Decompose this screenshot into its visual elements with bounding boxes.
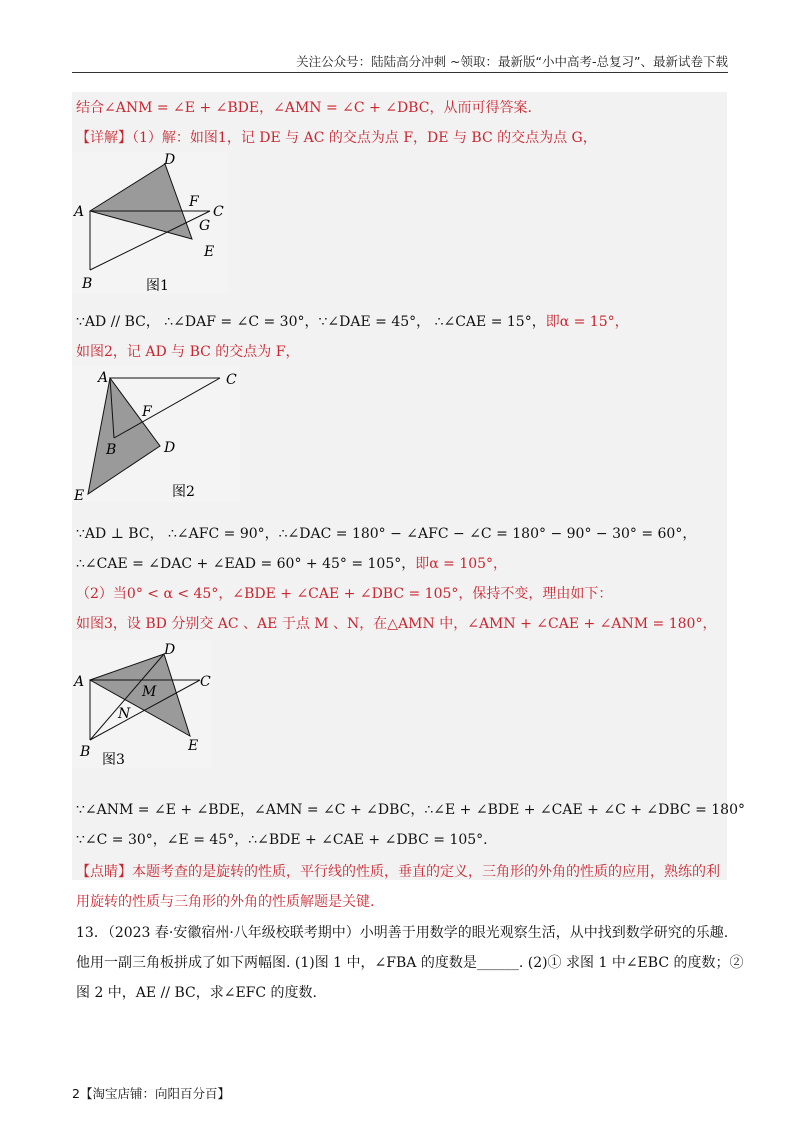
fig3-label-n: N [118, 706, 131, 722]
solution-line-7: （2）当0° < α < 45°，∠BDE + ∠CAE + ∠DBC = 105°，保持不变，理由如下： [76, 586, 613, 602]
fig3-label-e: E [188, 738, 199, 754]
fig2-label-f: F [142, 404, 152, 420]
question13-line-2: 他用一副三角板拼成了如下两幅图. (1)图 1 中，∠FBA 的度数是______. (2)① 求图 1 中∠EBC 的度数；② [76, 955, 744, 971]
fig2-label-b: B [106, 442, 117, 458]
solution-line-8: 如图3，设 BD 分别交 AC 、AE 于点 M 、N，在△AMN 中，∠AMN + ∠CAE + ∠ANM = 180°， [76, 616, 717, 632]
comment-tag: 【点睛】 [76, 864, 132, 880]
solution-line-3 [76, 312, 629, 332]
detail-tag: 【详解】 [76, 130, 132, 146]
line3-result: 即α = 15°， [545, 314, 629, 330]
fig2-label-c: C [226, 372, 237, 388]
line3-main: ∵AD // BC， ∴∠DAF = ∠C = 30°，∵∠DAE = 45°， ∴∠CAE = 15°， [76, 314, 546, 330]
fig1-label-e: E [204, 244, 215, 260]
question13-line-3: 图 2 中，AE // BC，求∠EFC 的度数. [76, 985, 318, 1001]
fig2-caption: 图2 [172, 484, 195, 500]
question13-line-1: 13．（2023 春·安徽宿州·八年级校联考期中）小明善于用数学的眼光观察生活，从中找到数学研究的乐趣. [76, 925, 729, 941]
detail-text: （1）解：如图1，记 DE 与 AC 的交点为点 F，DE 与 BC 的交点为点 G， [132, 130, 597, 146]
header-divider [72, 72, 728, 73]
fig2-label-e: E [74, 488, 85, 502]
page-header: 关注公众号：陆陆高分冲刺 ~领取：最新版“小中高考-总复习”、最新试卷下载 [296, 54, 728, 69]
comment-line-2: 用旋转的性质与三角形的外角的性质解题是关键. [76, 894, 375, 910]
fig1-label-f: F [189, 194, 199, 210]
fig3-label-m: M [142, 684, 157, 700]
fig3-label-b: B [80, 744, 91, 760]
fig2-label-a: A [98, 370, 109, 386]
solution-line-6 [76, 554, 507, 574]
solution-line-1: 结合∠ANM = ∠E + ∠BDE，∠AMN = ∠C + ∠DBC，从而可得答案. [76, 100, 532, 116]
fig2-label-d: D [164, 440, 176, 456]
fig1-label-g: G [199, 218, 211, 234]
solution-line-5: ∵AD ⊥ BC， ∴∠AFC = 90°，∴∠DAC = 180° − ∠AFC − ∠C = 180° − 90° − 30° = 60°， [76, 526, 697, 542]
fig1-caption: 图1 [146, 278, 169, 294]
solution-line-4: 如图2，记 AD 与 BC 的交点为 F， [76, 344, 300, 360]
comment-line-1 [76, 862, 720, 882]
fig1-label-c: C [213, 204, 224, 220]
figure-3 [72, 640, 212, 768]
line6-main: ∴∠CAE = ∠DAC + ∠EAD = 60° + 45° = 105°， [76, 556, 416, 572]
fig1-label-b: B [82, 276, 93, 292]
fig3-caption: 图3 [102, 752, 125, 768]
fig3-label-d: D [164, 642, 176, 658]
fig3-label-a: A [74, 674, 85, 690]
fig1-label-a: A [74, 204, 85, 220]
solution-line-2 [76, 128, 597, 148]
figure-1 [72, 152, 228, 294]
figure-2 [72, 366, 240, 502]
line6-result: 即α = 105°， [415, 556, 508, 572]
solution-line-9: ∵∠ANM = ∠E + ∠BDE，∠AMN = ∠C + ∠DBC，∴∠E + ∠BDE + ∠CAE + ∠C + ∠DBC = 180° [76, 802, 745, 818]
comment-text-1: 本题考查的是旋转的性质，平行线的性质，垂直的定义，三角形的外角的性质的应用，熟练的利 [132, 864, 720, 880]
solution-line-10: ∵∠C = 30°，∠E = 45°，∴∠BDE + ∠CAE + ∠DBC = 105°. [76, 832, 488, 848]
fig3-label-c: C [200, 674, 211, 690]
page-footer: 2【淘宝店铺：向阳百分百】 [72, 1086, 230, 1101]
fig1-label-d: D [164, 152, 176, 168]
